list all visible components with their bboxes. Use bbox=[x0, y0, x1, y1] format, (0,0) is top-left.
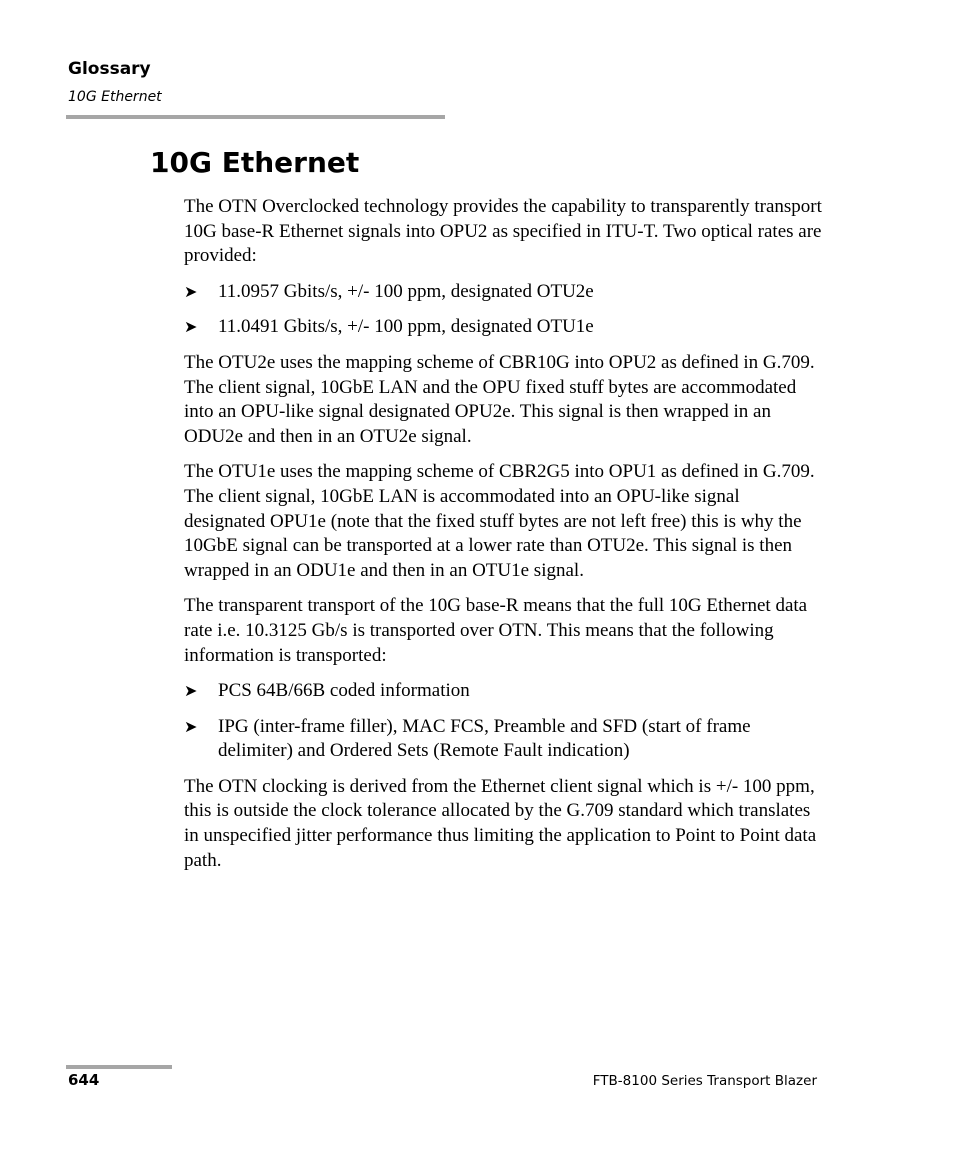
list-item-text: 11.0957 Gbits/s, +/- 100 ppm, designated OTU2e bbox=[218, 280, 594, 302]
otu1e-paragraph: The OTU1e uses the mapping scheme of CBR2G5 into OPU1 as defined in G.709. The client signal, 10GbE LAN is accommodated into an OPU-like signal designated OPU1e (note that the fixed stuff bytes are not left free) this is why the 10GbE signal can be transported at a lower rate than OTU2e. This signal is then wrapped in an ODU1e and then in an OTU1e signal. bbox=[184, 461, 815, 581]
header-divider bbox=[66, 115, 445, 119]
transparent-transport-paragraph: The transparent transport of the 10G base-R means that the full 10G Ethernet data rate i.e. 10.3125 Gb/s is transported over OTN. This means that the following information is transported: bbox=[184, 595, 808, 666]
arrowhead-icon: ➤ bbox=[184, 716, 198, 736]
header-section-title: Glossary bbox=[68, 59, 151, 79]
page-number: 644 bbox=[68, 1071, 100, 1089]
body-content bbox=[184, 195, 824, 884]
list-item bbox=[184, 280, 824, 305]
otu2e-paragraph: The OTU2e uses the mapping scheme of CBR10G into OPU2 as defined in G.709. The client signal, 10GbE LAN and the OPU fixed stuff bytes are accommodated into an OPU-like signal designated OPU2e. This signal is then wrapped in an ODU2e and then in an OTU2e signal. bbox=[184, 351, 815, 447]
arrowhead-icon: ➤ bbox=[184, 681, 198, 701]
arrowhead-icon: ➤ bbox=[184, 317, 198, 337]
intro-paragraph: The OTN Overclocked technology provides the capability to transparently transport 10G base-R Ethernet signals into OPU2 as specified in ITU-T. Two optical rates are provided: bbox=[184, 196, 822, 267]
document-name: FTB-8100 Series Transport Blazer bbox=[592, 1073, 817, 1089]
list-item bbox=[184, 715, 824, 764]
list-item-text: 11.0491 Gbits/s, +/- 100 ppm, designated OTU1e bbox=[218, 316, 594, 338]
list-item-text: IPG (inter-frame filler), MAC FCS, Preamble and SFD (start of frame delimiter) and Ordered Sets (Remote Fault indication) bbox=[218, 715, 751, 762]
list-item-text: PCS 64B/66B coded information bbox=[218, 680, 470, 702]
footer-divider bbox=[66, 1065, 172, 1069]
list-item bbox=[184, 679, 824, 704]
page-title: 10G Ethernet bbox=[150, 146, 360, 179]
list-item bbox=[184, 315, 824, 340]
clocking-paragraph: The OTN clocking is derived from the Ethernet client signal which is +/- 100 ppm, this is outside the clock tolerance allocated by the G.709 standard which translates in unspecified jitter performance thus limiting the application to Point to Point data path. bbox=[184, 775, 817, 871]
optical-rates-list bbox=[184, 280, 824, 340]
transported-info-list bbox=[184, 679, 824, 764]
arrowhead-icon: ➤ bbox=[184, 281, 198, 301]
header-subsection-title: 10G Ethernet bbox=[68, 89, 162, 105]
